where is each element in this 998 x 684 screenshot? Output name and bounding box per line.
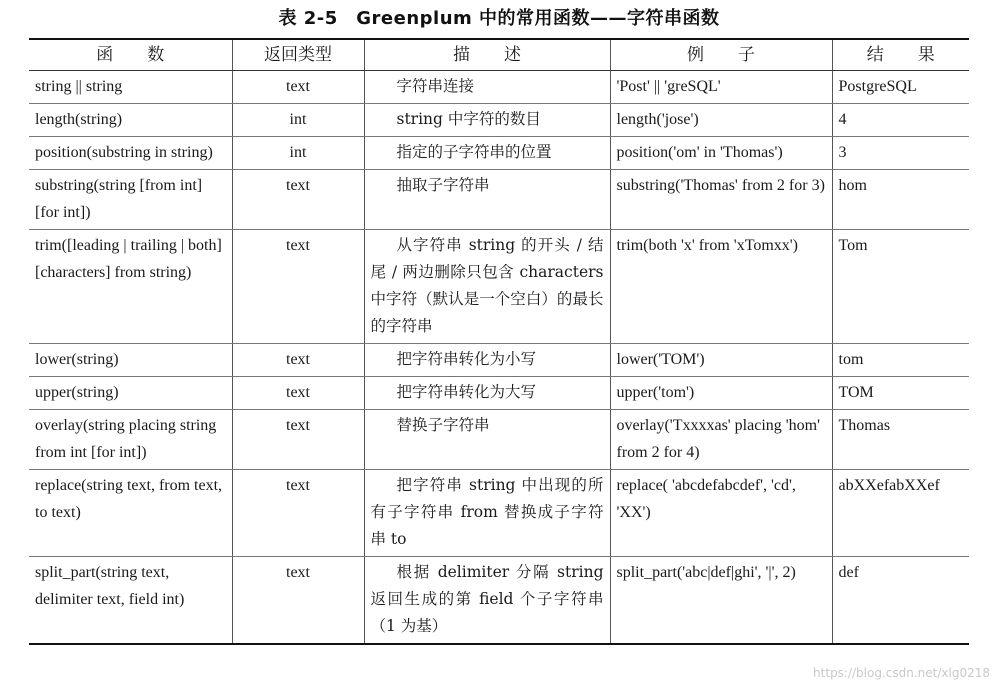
cell-example: length('jose') xyxy=(610,104,832,137)
table-row xyxy=(29,137,969,170)
cell-description: string 中字符的数目 xyxy=(364,104,610,137)
cell-example: upper('tom') xyxy=(610,377,832,410)
cell-return-type: text xyxy=(232,377,364,410)
cell-result: 4 xyxy=(832,104,969,137)
cell-description: 根据 delimiter 分隔 string 返回生成的第 field 个子字符串（1 为基） xyxy=(364,557,610,645)
cell-return-type: text xyxy=(232,344,364,377)
cell-return-type: text xyxy=(232,410,364,470)
table-row xyxy=(29,71,969,104)
cell-example: split_part('abc|def|ghi', '|', 2) xyxy=(610,557,832,645)
cell-description: 指定的子字符串的位置 xyxy=(364,137,610,170)
table-row xyxy=(29,377,969,410)
cell-return-type: text xyxy=(232,470,364,557)
cell-description: 把字符串转化为小写 xyxy=(364,344,610,377)
cell-function: split_part(string text, delimiter text, field int) xyxy=(29,557,232,645)
table-row xyxy=(29,410,969,470)
table-row xyxy=(29,104,969,137)
table-row xyxy=(29,344,969,377)
cell-function: substring(string [from int] [for int]) xyxy=(29,170,232,230)
cell-return-type: int xyxy=(232,104,364,137)
cell-function: lower(string) xyxy=(29,344,232,377)
cell-result: def xyxy=(832,557,969,645)
cell-function: replace(string text, from text, to text) xyxy=(29,470,232,557)
cell-function: string || string xyxy=(29,71,232,104)
cell-description: 从字符串 string 的开头 / 结尾 / 两边删除只包含 characters 中字符（默认是一个空白）的最长的字符串 xyxy=(364,230,610,344)
cell-example: trim(both 'x' from 'xTomxx') xyxy=(610,230,832,344)
cell-function: overlay(string placing string from int [for int]) xyxy=(29,410,232,470)
cell-return-type: text xyxy=(232,71,364,104)
table-row xyxy=(29,170,969,230)
cell-result: Tom xyxy=(832,230,969,344)
table-row xyxy=(29,557,969,645)
cell-example: position('om' in 'Thomas') xyxy=(610,137,832,170)
cell-result: PostgreSQL xyxy=(832,71,969,104)
header-example: 例 子 xyxy=(610,39,832,71)
cell-function: trim([leading | trailing | both] [characters] from string) xyxy=(29,230,232,344)
cell-example: substring('Thomas' from 2 for 3) xyxy=(610,170,832,230)
header-return-type: 返回类型 xyxy=(232,39,364,71)
cell-description: 抽取子字符串 xyxy=(364,170,610,230)
cell-function: upper(string) xyxy=(29,377,232,410)
header-function: 函 数 xyxy=(29,39,232,71)
cell-result: hom xyxy=(832,170,969,230)
cell-function: position(substring in string) xyxy=(29,137,232,170)
cell-return-type: text xyxy=(232,557,364,645)
cell-result: abXXefabXXef xyxy=(832,470,969,557)
cell-description: 替换子字符串 xyxy=(364,410,610,470)
table-row xyxy=(29,230,969,344)
table-row xyxy=(29,470,969,557)
header-description: 描 述 xyxy=(364,39,610,71)
cell-result: 3 xyxy=(832,137,969,170)
cell-result: tom xyxy=(832,344,969,377)
cell-description: 把字符串 string 中出现的所有子字符串 from 替换成子字符串 to xyxy=(364,470,610,557)
cell-result: Thomas xyxy=(832,410,969,470)
table-header-row xyxy=(29,39,969,71)
watermark-url: https://blog.csdn.net/xlg0218 xyxy=(813,666,990,680)
cell-example: 'Post' || 'greSQL' xyxy=(610,71,832,104)
cell-example: lower('TOM') xyxy=(610,344,832,377)
cell-return-type: int xyxy=(232,137,364,170)
cell-result: TOM xyxy=(832,377,969,410)
string-functions-table xyxy=(29,38,969,645)
header-result: 结 果 xyxy=(832,39,969,71)
cell-function: length(string) xyxy=(29,104,232,137)
cell-description: 把字符串转化为大写 xyxy=(364,377,610,410)
cell-example: overlay('Txxxxas' placing 'hom' from 2 for 4) xyxy=(610,410,832,470)
cell-return-type: text xyxy=(232,170,364,230)
cell-description: 字符串连接 xyxy=(364,71,610,104)
cell-example: replace( 'abcdefabcdef', 'cd', 'XX') xyxy=(610,470,832,557)
table-caption: 表 2-5 Greenplum 中的常用函数——字符串函数 xyxy=(278,8,720,29)
cell-return-type: text xyxy=(232,230,364,344)
